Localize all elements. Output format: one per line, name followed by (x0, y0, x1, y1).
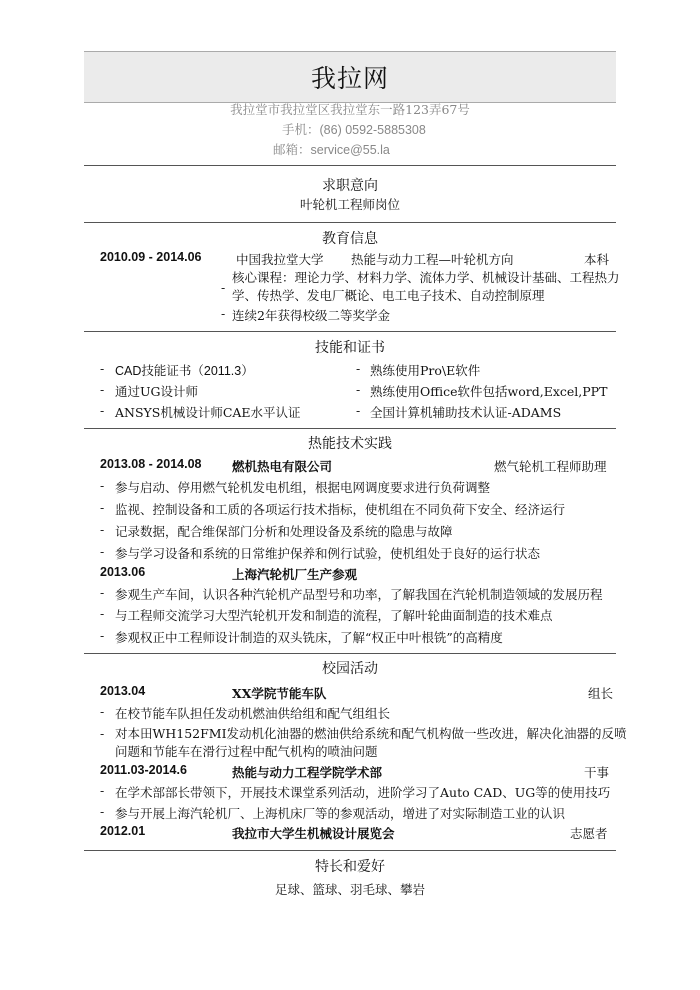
education-degree: 本科 (584, 252, 610, 267)
campus-a3-date: 2012.01 (100, 824, 146, 838)
bullet: - (100, 585, 105, 600)
bullet: - (100, 783, 105, 798)
bullet: - (221, 280, 226, 295)
bullet: - (100, 704, 105, 719)
campus-a2-role: 干事 (584, 765, 610, 780)
objective-text: 叶轮机工程师岗位 (299, 197, 400, 212)
bullet: - (100, 628, 105, 643)
divider (84, 165, 616, 166)
campus-a2-item-1: 在学术部部长带领下，开展技术课堂系列活动，进阶学习了Auto CAD、UG等的使用技巧 (115, 785, 611, 800)
email: 邮箱：service@55.la (273, 143, 390, 157)
practice-job1-item-4: 参与学习设备和系统的日常维护保养和例行试验，使机组处于良好的运行状态 (115, 546, 541, 561)
name-banner (84, 51, 616, 103)
education-courses-line1: 核心课程：理论力学、材料力学、流体力学、机械设计基础、工程热力 (232, 270, 620, 285)
candidate-name: 我拉网 (310, 64, 389, 93)
bullet: - (100, 478, 105, 493)
practice-job1-role: 燃气轮机工程师助理 (494, 459, 607, 474)
skill-left-1: CAD技能证书（2011.3） (115, 364, 254, 378)
section-title-hobbies: 特长和爱好 (315, 859, 385, 875)
skill-right-3: 全国计算机辅助技术认证-ADAMS (370, 405, 562, 420)
section-title-practice: 热能技术实践 (308, 436, 392, 452)
bullet: - (221, 306, 226, 321)
divider (84, 850, 616, 851)
skill-right-2: 熟练使用Office软件包括word,Excel,PPT (370, 384, 608, 399)
bullet: - (100, 726, 105, 741)
bullet: - (100, 403, 105, 418)
bullet: - (356, 403, 361, 418)
skill-right-1: 熟练使用Pro\E软件 (370, 363, 481, 378)
campus-a2-item-2: 参与开展上海汽轮机厂、上海机床厂等的参观活动，增进了对实际制造工业的认识 (115, 806, 566, 821)
bullet: - (100, 361, 105, 376)
practice-job1-item-3: 记录数据，配合维保部门分析和处理设备及系统的隐患与故障 (115, 524, 453, 539)
divider (84, 222, 616, 223)
bullet: - (356, 382, 361, 397)
practice-job1-item-2: 监视、控制设备和工质的各项运行技术指标，使机组在不同负荷下安全、经济运行 (115, 502, 566, 517)
address: 我拉堂市我拉堂区我拉堂东一路123弄67号 (230, 102, 470, 117)
bullet: - (356, 361, 361, 376)
practice-job2-item-1: 参观生产车间，认识各种汽轮机产品型号和功率，了解我国在汽轮机制造领域的发展历程 (115, 587, 603, 602)
bullet: - (100, 500, 105, 515)
campus-a1-item-2-line1: 对本田WH152FMI发动机化油器的燃油供给系统和配气机构做一些改进，解决化油器的反喷 (115, 726, 627, 741)
campus-a3-org: 我拉市大学生机械设计展览会 (232, 826, 395, 841)
practice-job2-company: 上海汽轮机厂生产参观 (232, 567, 358, 582)
bullet: - (100, 804, 105, 819)
education-courses-line2: 学、传热学、发电厂概论、电工电子技术、自动控制原理 (232, 288, 545, 303)
section-title-skills: 技能和证书 (315, 340, 385, 356)
education-school: 中国我拉堂大学 (236, 252, 324, 267)
practice-job2-item-2: 与工程师交流学习大型汽轮机开发和制造的流程，了解叶轮曲面制造的技术难点 (115, 608, 553, 623)
skill-left-2: 通过UG设计师 (115, 384, 199, 399)
divider (84, 653, 616, 654)
divider (84, 428, 616, 429)
campus-a2-date: 2011.03-2014.6 (100, 763, 187, 777)
phone: 手机：(86) 0592-5885308 (282, 123, 426, 137)
section-title-campus: 校园活动 (322, 661, 378, 677)
practice-job1-date: 2013.08 - 2014.08 (100, 457, 202, 471)
practice-job2-date: 2013.06 (100, 565, 146, 579)
education-major: 热能与动力工程—叶轮机方向 (351, 252, 514, 267)
campus-a2-org: 热能与动力工程学院学术部 (232, 765, 383, 780)
campus-a1-item-2-line2: 问题和节能车在滑行过程中配气机构的喷油问题 (115, 744, 378, 759)
practice-job2-item-3: 参观权正中工程师设计制造的双头铣床，了解“权正中叶根铣”的高精度 (115, 630, 503, 645)
skill-left-3: ANSYS机械设计师CAE水平认证 (115, 405, 301, 420)
bullet: - (100, 382, 105, 397)
practice-job1-company: 燃机热电有限公司 (232, 459, 333, 474)
bullet: - (100, 606, 105, 621)
campus-a1-org: XX学院节能车队 (232, 686, 327, 701)
education-award: 连续2年获得校级二等奖学金 (232, 308, 390, 323)
divider (84, 331, 616, 332)
practice-job1-item-1: 参与启动、停用燃气轮机发电机组，根据电网调度要求进行负荷调整 (115, 480, 491, 495)
bullet: - (100, 522, 105, 537)
campus-a1-role: 组长 (588, 686, 614, 701)
bullet: - (100, 544, 105, 559)
hobbies-text: 足球、篮球、羽毛球、攀岩 (274, 882, 425, 897)
section-title-objective: 求职意向 (322, 178, 378, 194)
campus-a1-date: 2013.04 (100, 684, 146, 698)
campus-a3-role: 志愿者 (570, 826, 608, 841)
campus-a1-item-1: 在校节能车队担任发动机燃油供给组和配气组组长 (115, 706, 391, 721)
section-title-education: 教育信息 (322, 231, 378, 247)
education-date: 2010.09 - 2014.06 (100, 250, 202, 264)
